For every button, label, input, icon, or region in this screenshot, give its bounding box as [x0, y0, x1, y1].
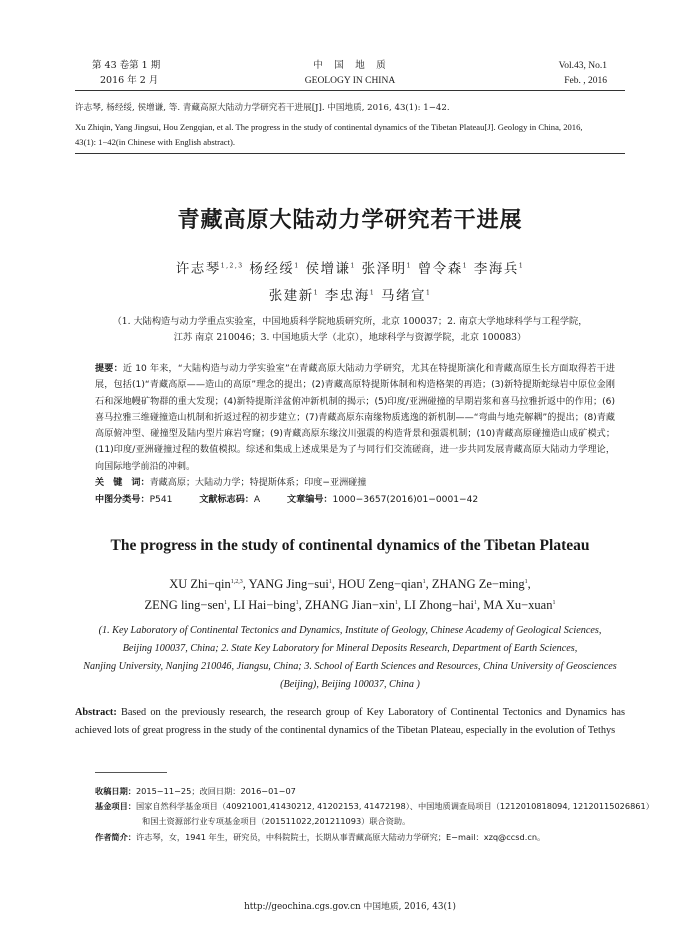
author-sup: 1 [294, 262, 300, 270]
authors-en-line1: XU Zhi−qin$^{1,2,3}$, YANG Jing−sui$^1$, HOU Zeng−qian$^1$, ZHANG Ze−ming$^1$, [169, 577, 531, 591]
fund-label: 基金项目： [95, 801, 136, 811]
abstract-cn-label: 提要： [95, 364, 123, 374]
author-sup: 1 [518, 262, 525, 270]
author-sup: 1 [422, 578, 426, 585]
article-number-value: 1000−3657(2016)01−0001−42 [332, 495, 479, 505]
affiliation-en-line2: Beijing 100037, China; 2. State Key Laboratory for Mineral Deposits Research, Department of Earth Sciences, [122, 643, 578, 654]
affiliation-en-line1: (1. Key Laboratory of Continental Tectonics and Dynamics, Institute of Geology, Chinese Academy of Geological Sciences, [98, 625, 602, 636]
header-date: 2016 年 2 月 [100, 75, 159, 86]
header-divider [75, 90, 625, 91]
author-en: YANG Jing−sui [248, 577, 329, 591]
title-cn: 青藏高原大陆动力学研究若干进展 [177, 208, 523, 233]
header-journal-en: GEOLOGY IN CHINA [304, 76, 396, 86]
author-sup: 1 [350, 262, 356, 270]
abstract-cn-text: 近 10 年来，“大陆构造与动力学实验室”在青藏高原大陆动力学研究，尤其在特提斯演化和青藏高原生长方面取得若干进展，包括(1)“青藏高原——造山的高原”理念的提出；(2)青藏高原特提斯体制和构造格架的再造；(3)新特提斯蛇绿岩中原位金刚石和深地幔矿物群的重大发现；(4)新特提斯洋盆俯冲新机制的揭示；(5)印度/亚洲碰撞的早期岩浆和喜马拉雅折返中的作用；(6)喜马拉雅三维碰撞造山机制和折返过程的初步建立；(7)青藏高原东南缘物质逃逸的新机制——“弯曲与地壳解耦”的提出；(8)青藏高原俯冲型、碰撞型及陆内型片麻岩穹窿；(9)青藏高原东缘汶川强震的构造背景和强震机制；(10)青藏高原碰撞造山成矿模式；(11)印度/亚洲碰撞过程的数值模拟。综述和集成上述成果是为了与同行们交流磋商，进一步共同发展青藏高原大陆动力学理论，向国际地学前沿的冲刺。 [95, 364, 615, 472]
citation-cn: 许志琴, 杨经绥, 侯增谦, 等. 青藏高原大陆动力学研究若干进展[J]. 中国地质, 2016, 43(1): 1−42. [75, 103, 450, 113]
author-sup: 1 [552, 599, 556, 606]
page-footer: http://geochina.cgs.gov.cn 中国地质, 2016, 43(1) [244, 902, 456, 912]
keywords-cn-text: 青藏高原；大陆动力学；特提斯体系；印度−亚洲碰撞 [149, 478, 367, 488]
author-cn: 李忠海 [324, 288, 370, 304]
author-cn: 张泽明 [361, 261, 407, 277]
header-month: Feb. , 2016 [564, 76, 607, 86]
author-sup: 1 [224, 599, 228, 606]
received-value: 2015−11−25；改回日期：2016−01−07 [135, 786, 296, 796]
author-sup: 1 [425, 289, 432, 297]
author-sup: 1 [369, 289, 376, 297]
author-cn: 侯增谦 [305, 261, 351, 277]
clc-label: 中图分类号： [95, 495, 150, 505]
footnote-fund [95, 799, 654, 813]
author-sup: 1 [313, 289, 320, 297]
footnote-fund-line2: 和国土资源部行业专项基金项目（201511022,201211093）联合资助。 [142, 816, 411, 826]
author-sup: 1,2,3 [230, 578, 243, 585]
author-cn: 张建新 [268, 288, 314, 304]
fund-line1: 国家自然科学基金项目（40921001,41430212, 41202153, 41472198）、中国地质调查局项目（1212010818094, 12120115026861） [135, 801, 654, 811]
footnote-author [95, 830, 545, 844]
authors-cn-line2 [0, 284, 700, 304]
classification-line [95, 492, 478, 505]
abstract-en [75, 704, 625, 740]
author-en: MA Xu−xuan [483, 598, 553, 612]
author-sup: 1,2,3 [220, 262, 244, 270]
author-en: ZHANG Jian−xin [304, 598, 395, 612]
citation-en-line2: 43(1): 1−42(in Chinese with English abstract). [75, 137, 235, 147]
abstract-en-text: Based on the previously research, the research group of Key Laboratory of Continental Tectonics and Dynamics has achieved lots of great progress in the study of the continental dynamics of the Tibetan Plateau, especially in the evolution of Tethys [75, 707, 625, 736]
author-en: ZENG ling−sen [144, 598, 225, 612]
author-sup: 1 [524, 578, 528, 585]
author-sup: 1 [295, 599, 299, 606]
citation-divider [75, 153, 625, 154]
author-sup: 1 [474, 599, 478, 606]
header-issue: 第 43 卷第 1 期 [92, 60, 161, 71]
author-sup: 1 [328, 578, 332, 585]
author-cn: 许志琴 [175, 261, 221, 277]
author-cn: 曾令森 [417, 261, 463, 277]
received-label: 收稿日期： [95, 786, 136, 796]
author-bio-label: 作者简介： [95, 832, 136, 842]
author-en: LI Zhong−hai [404, 598, 475, 612]
author-en: LI Hai−bing [233, 598, 296, 612]
affiliation-en-line3: Nanjing University, Nanjing 210046, Jiangsu, China; 3. School of Earth Sciences and Resources, China University of Geosciences [83, 661, 617, 672]
author-en: XU Zhi−qin [169, 577, 231, 591]
affiliation-cn-line2: 江苏 南京 210046；3. 中国地质大学（北京），地球科学与资源学院，北京 100083） [173, 332, 527, 343]
keywords-cn [95, 475, 366, 488]
author-sup: 1 [462, 262, 469, 270]
abstract-cn [95, 361, 615, 475]
authors-en-line2: ZENG ling−sen$^1$, LI Hai−bing$^1$, ZHANG Jian−xin$^1$, LI Zhong−hai$^1$, MA Xu−xuan$^1$ [144, 598, 556, 612]
author-sup: 1 [394, 599, 398, 606]
abstract-en-label: Abstract: [75, 707, 117, 718]
footnote-divider [95, 772, 167, 773]
header-journal-cn: 中 国 地 质 [313, 60, 387, 71]
citation-en-line1: Xu Zhiqin, Yang Jingsui, Hou Zengqian, et al. The progress in the study of continental dynamics of the Tibetan Plateau[J]. Geology in China, 2016, [75, 122, 583, 132]
header-volume: Vol.43, No.1 [558, 61, 607, 71]
author-en: HOU Zeng−qian [338, 577, 423, 591]
author-en: ZHANG Ze−ming [431, 577, 525, 591]
author-sup: 1 [406, 262, 412, 270]
doc-code-value: A [253, 495, 261, 505]
author-bio-value: 许志琴，女，1941 年生，研究员，中科院院士，长期从事青藏高原大陆动力学研究；E−mail：xzq@ccsd.cn。 [135, 832, 546, 842]
author-cn: 马绪宣 [380, 288, 426, 304]
author-cn: 李海兵 [473, 261, 519, 277]
keywords-cn-label: 关 键 词： [95, 478, 150, 488]
authors-cn-line1 [0, 257, 700, 277]
doc-code-label: 文献标志码： [199, 495, 254, 505]
affiliation-cn-line1: （1. 大陆构造与动力学重点实验室，中国地质科学院地质研究所，北京 100037；2. 南京大学地球科学与工程学院， [112, 316, 588, 327]
affiliation-en-line4: (Beijing), Beijing 100037, China ) [280, 679, 420, 690]
clc-value: P541 [149, 495, 173, 505]
footnote-received [95, 784, 296, 798]
author-cn: 杨经绥 [249, 261, 295, 277]
article-number-label: 文章编号： [287, 495, 333, 505]
title-en: The progress in the study of continental dynamics of the Tibetan Plateau [110, 537, 590, 554]
